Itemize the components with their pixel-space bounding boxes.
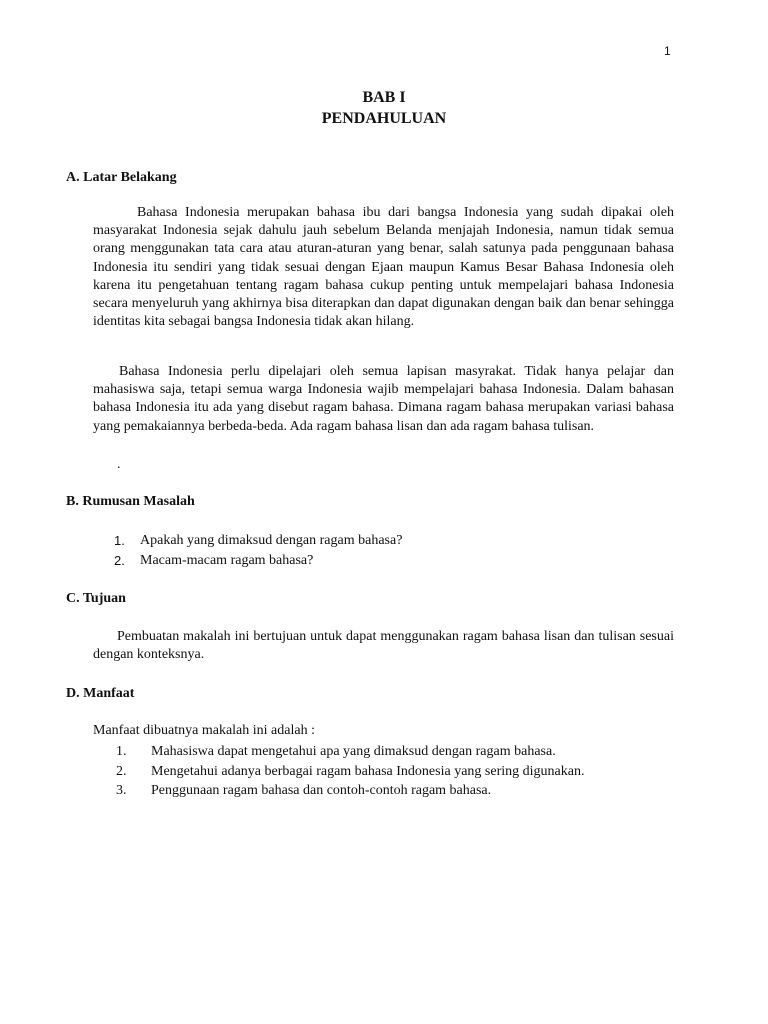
list-item [116, 781, 584, 801]
rumusan-masalah-list [114, 531, 402, 571]
list-item-text: Penggunaan ragam bahasa dan contoh-contoh ragam bahasa. [151, 783, 492, 798]
paragraph-tujuan: Pembuatan makalah ini bertujuan untuk dapat menggunakan ragam bahasa lisan dan tulisan sesuai dengan konteksnya. [93, 629, 674, 663]
list-item-number: 2. [114, 553, 125, 568]
manfaat-list [116, 742, 584, 801]
list-item [114, 551, 402, 571]
paragraph-latar-belakang-1: Bahasa Indonesia merupakan bahasa ibu dari bangsa Indonesia yang sudah dipakai oleh masyarakat Indonesia sejak dahulu jauh sebelum Belanda menjajah Indonesia, namun tidak semua orang menggunakan tata cara atau aturan-aturan yang benar, salah satunya pada penggunaan bahasa Indonesia itu sendiri yang tidak sesuai dengan Ejaan maupun Kamus Besar Bahasa Indonesia oleh karena itu pengetahuan tentang ragam bahasa cukup penting untuk mempelajari bahasa Indonesia secara menyeluruh yang akhirnya bisa diterapkan dan dapat digunakan dengan baik dan benar sehingga identitas kita sebagai bangsa Indonesia tidak akan hilang. [93, 205, 674, 330]
paragraph-manfaat-intro: Manfaat dibuatnya makalah ini adalah : [93, 723, 315, 738]
list-item [114, 531, 402, 551]
section-heading-tujuan: C. Tujuan [66, 591, 126, 606]
stray-dot: . [117, 457, 121, 472]
list-item-number: 1. [114, 533, 125, 548]
list-item-text: Mengetahui adanya berbagai ragam bahasa Indonesia yang sering digunakan. [151, 763, 585, 779]
page-number: 1 [664, 44, 671, 58]
chapter-title [0, 87, 768, 129]
section-heading-manfaat: D. Manfaat [66, 686, 135, 701]
list-item [116, 762, 584, 782]
list-item-text: Macam-macam ragam bahasa? [140, 553, 314, 568]
chapter-name: PENDAHULUAN [321, 110, 447, 127]
list-item-number: 2. [116, 763, 127, 779]
list-item [116, 742, 584, 762]
section-heading-rumusan-masalah: B. Rumusan Masalah [66, 494, 195, 509]
list-item-text: Apakah yang dimaksud dengan ragam bahasa? [140, 533, 403, 548]
list-item-number: 3. [116, 783, 127, 798]
paragraph-latar-belakang-2: Bahasa Indonesia perlu dipelajari oleh semua lapisan masyrakat. Tidak hanya pelajar dan mahasiswa saja, tetapi semua warga Indonesia wajib mempelajari bahasa Indonesia. Dalam bahasan bahasa Indonesia itu ada yang disebut ragam bahasa. Dimana ragam bahasa merupakan variasi bahasa yang pemakaiannya berbeda-beda. Ada ragam bahasa lisan dan ada ragam bahasa tulisan. [93, 364, 674, 434]
chapter-number: BAB I [362, 89, 406, 106]
list-item-number: 1. [116, 744, 127, 759]
section-heading-latar-belakang: A. Latar Belakang [66, 170, 177, 185]
list-item-text: Mahasiswa dapat mengetahui apa yang dimaksud dengan ragam bahasa. [151, 744, 556, 759]
